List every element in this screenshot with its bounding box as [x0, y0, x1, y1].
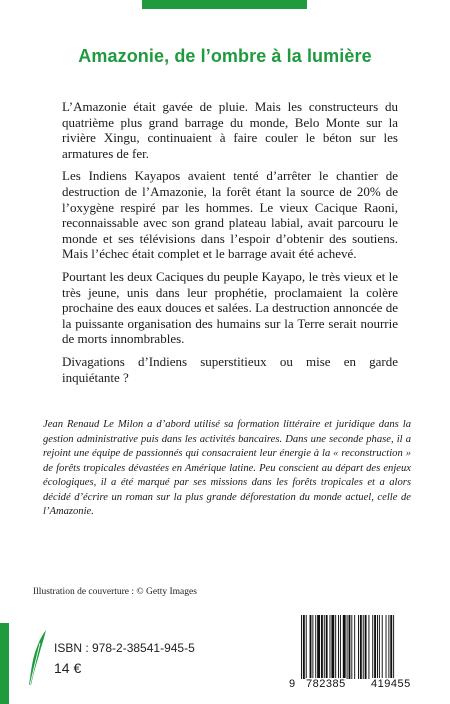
barcode-bar — [360, 615, 362, 679]
barcode-bar — [365, 615, 367, 679]
barcode-digit-prefix: 9 — [289, 678, 296, 690]
barcode-bar — [368, 615, 369, 679]
barcode-bar — [331, 615, 334, 679]
barcode-bar — [351, 615, 352, 679]
price-text: 14 € — [54, 660, 82, 676]
barcode-bar — [354, 615, 355, 679]
barcode-bar — [303, 615, 305, 679]
barcode-bar — [335, 615, 336, 679]
barcode-bar — [306, 615, 307, 679]
summary-paragraph: Les Indiens Kayapos avaient tenté d’arrêter le chantier de destruction de l’Amazonie, la forêt étant la source de 20% de l’oxygène respiré par les hommes. Le vieux Cacique Raoni, reconnaissable avec son grand plateau labial, avait parcouru le monde et ses télévisions dans l’espoir d’obtenir des soutiens. Mais l’échec était complet et le barrage avait été achevé. — [62, 168, 398, 262]
summary-paragraph: L’Amazonie était gavée de pluie. Mais les constructeurs du quatrième plus grand barrage du monde, Belo Monte sur la rivière Xingu, continuaient à faire couler le béton sur les armatures de fer. — [62, 99, 398, 161]
barcode-bar — [388, 615, 389, 679]
barcode-bar — [347, 615, 348, 679]
author-bio: Jean Renaud Le Milon a d’abord utilisé sa formation littéraire et juridique dans la gestion administrative puis dans les activités bancaires. Dans une seconde phase, il a rejoint une équipe de passionnés qui consacraient leur énergie à la « reconstruction » de forêts tropicales dévastées en Amérique latine. Peu conscient au départ des enjeux écologiques, il a été marqué par ses missions dans les forêts tropicales et a alors décidé d’écrire un roman sur la plus grande déforestation du monde actuel, celle de l’Amazonie. — [43, 419, 411, 517]
barcode-bars — [289, 613, 431, 683]
barcode-bar — [317, 615, 320, 679]
barcode-digit-group-1: 782385 — [306, 678, 346, 690]
barcode-bar — [358, 615, 359, 679]
summary-paragraph: Divagations d’Indiens superstitieux ou mise en garde inquiétante ? — [62, 353, 398, 385]
barcode-bar — [390, 615, 392, 679]
barcode-digit-group-2: 419455 — [371, 678, 411, 690]
barcode-bar — [393, 615, 394, 679]
barcode-bar — [315, 615, 316, 679]
top-accent-bar — [142, 0, 307, 9]
barcode-bar — [363, 615, 364, 679]
barcode-bar — [372, 615, 373, 679]
isbn-text: ISBN : 978-2-38541-945-5 — [54, 641, 195, 655]
barcode-bar — [338, 615, 339, 679]
barcode-bar — [349, 615, 351, 679]
barcode-bar — [301, 615, 302, 679]
book-title: Amazonie, de l’ombre à la lumière — [78, 46, 372, 66]
barcode-bar — [312, 615, 313, 679]
barcode-bar — [310, 615, 312, 679]
cover-illustration-credit: Illustration de couverture : © Getty Images — [33, 587, 197, 597]
bottom-left-accent-strip — [0, 623, 9, 704]
barcode-bar — [382, 615, 383, 679]
barcode-bar — [374, 615, 376, 679]
barcode-bar — [386, 615, 387, 679]
back-cover-summary — [62, 99, 398, 392]
summary-paragraph: Pourtant les deux Caciques du peuple Kayapo, le très vieux et le très jeune, unis dans leur prophétie, proclamaient la colère prochaine des eaux douces et salées. La destruction annoncée de la puissante organisation des humains sur la Terre serait nourrie de morts innombrables. — [62, 268, 398, 347]
barcode-bar — [340, 615, 341, 679]
barcode-bar — [321, 615, 323, 679]
barcode-bar — [377, 615, 378, 679]
barcode-bar — [324, 615, 325, 679]
feather-icon — [25, 629, 47, 687]
barcode-bar — [379, 615, 380, 679]
barcode-bar — [343, 615, 346, 679]
barcode-bar — [326, 615, 328, 679]
barcode-bar — [330, 615, 331, 679]
